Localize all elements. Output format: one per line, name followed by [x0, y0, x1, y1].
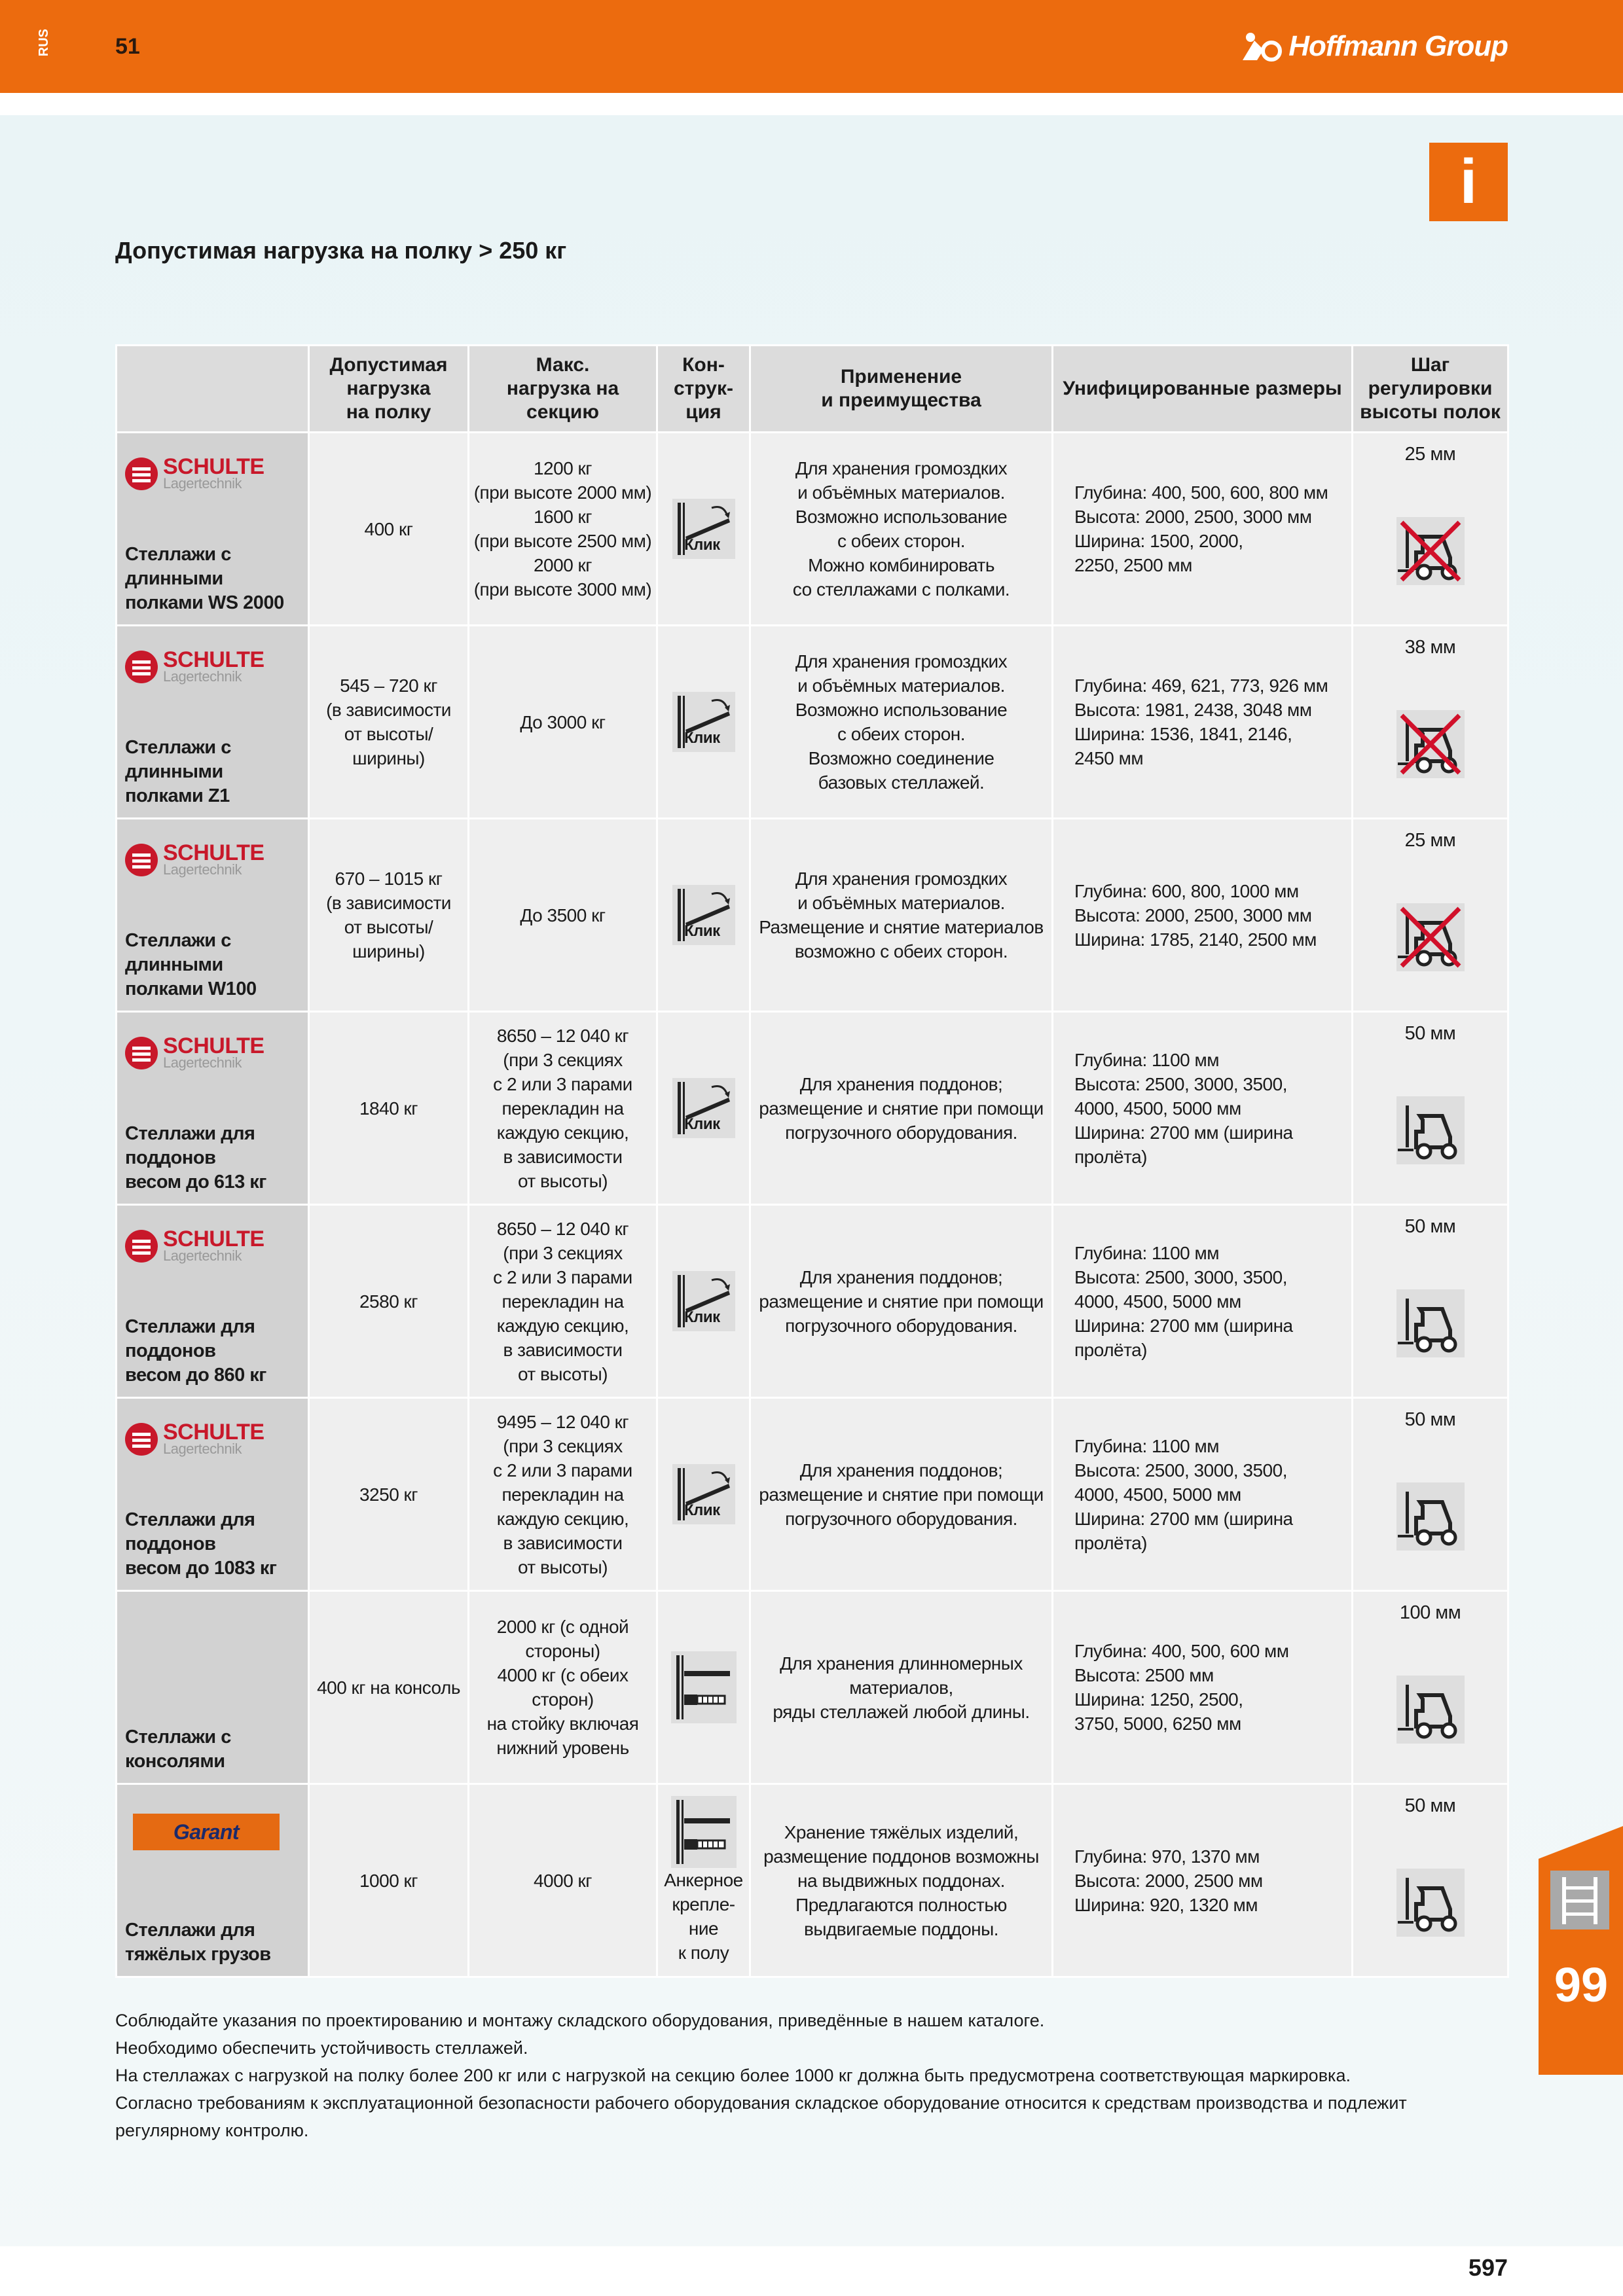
logo-text: SCHULTE	[163, 647, 264, 672]
product-name: Стеллажи для поддонов весом до 860 кг	[125, 1316, 266, 1386]
header-cell: Унифицированные размеры	[1053, 346, 1353, 433]
schulte-logo-icon	[125, 1423, 158, 1456]
schulte-logo	[125, 647, 264, 685]
shelf-load-cell: 2580 кг	[309, 1205, 469, 1398]
section-load-cell: 8650 – 12 040 кг (при 3 секциях с 2 или 3 парами перекладин на каждую секцию, в зависимости от высоты)	[469, 1205, 657, 1398]
application-cell: Для хранения громоздких и объёмных материалов. Возможно использование с обеих сторон. Возможно соединение базовых стеллажей.	[750, 626, 1053, 819]
section-load-cell: 2000 кг (с одной стороны) 4000 кг (с обеих сторон) на стойку включая нижний уровень	[469, 1591, 657, 1784]
table-row	[117, 1591, 1508, 1784]
notes	[115, 2007, 1510, 2144]
section-load-cell: 1200 кг (при высоте 2000 мм) 1600 кг (при высоте 2500 мм) 2000 кг (при высоте 3000 мм)	[469, 433, 657, 626]
dimensions-cell: Глубина: 400, 500, 600, 800 мм Высота: 2000, 2500, 3000 мм Ширина: 1500, 2000, 2250, 2500 мм	[1053, 433, 1353, 626]
product-name: Стеллажи для поддонов весом до 613 кг	[125, 1123, 266, 1193]
step-value: 100 мм	[1399, 1602, 1461, 1623]
construction-cell	[657, 433, 750, 626]
logo-text: SCHULTE	[163, 840, 264, 865]
construction-cell	[657, 1012, 750, 1205]
no-forklift-icon	[1396, 903, 1465, 971]
table-row	[117, 819, 1508, 1012]
product-name: Стеллажи с консолями	[125, 1727, 231, 1772]
dimensions-cell: Глубина: 1100 мм Высота: 2500, 3000, 3500, 4000, 4500, 5000 мм Ширина: 2700 мм (ширина пролёта)	[1053, 1398, 1353, 1591]
shelving-icon	[1550, 1871, 1609, 1929]
table-row	[117, 433, 1508, 626]
step-cell	[1353, 1398, 1508, 1591]
header-cell: Шаг регулировки высоты полок	[1353, 346, 1508, 433]
table-row	[117, 1012, 1508, 1205]
product-name: Стеллажи для поддонов весом до 1083 кг	[125, 1509, 277, 1579]
construction-label: Клик	[684, 1308, 720, 1326]
header-cell: Применение и преимущества	[750, 346, 1053, 433]
header-cell: Кон- струк- ция	[657, 346, 750, 433]
info-badge: i	[1429, 143, 1508, 221]
construction-label: Клик	[684, 1115, 720, 1133]
construction-cell	[657, 1591, 750, 1784]
logo-text: SCHULTE	[163, 1227, 264, 1251]
schulte-logo	[125, 454, 264, 492]
logo-subtext: Lagertechnik	[163, 1054, 242, 1071]
step-cell	[1353, 819, 1508, 1012]
logo-subtext: Lagertechnik	[163, 1247, 242, 1264]
product-cell	[117, 1784, 309, 1977]
dimensions-cell: Глубина: 400, 500, 600 мм Высота: 2500 мм Ширина: 1250, 2500, 3750, 5000, 6250 мм	[1053, 1591, 1353, 1784]
application-cell: Для хранения громоздких и объёмных материалов. Возможно использование с обеих сторон. Можно комбинировать со стеллажами с полками.	[750, 433, 1053, 626]
step-cell	[1353, 1784, 1508, 1977]
step-value: 38 мм	[1404, 637, 1456, 658]
header-cell: Допустимая нагрузка на полку	[309, 346, 469, 433]
footer-strip	[0, 2246, 1623, 2296]
shelf-load-cell: 400 кг	[309, 433, 469, 626]
product-cell	[117, 626, 309, 819]
table-row	[117, 626, 1508, 819]
schulte-logo-icon	[125, 1230, 158, 1263]
application-cell: Для хранения поддонов; размещение и снятие при помощи погрузочного оборудования.	[750, 1012, 1053, 1205]
section-load-cell: До 3500 кг	[469, 819, 657, 1012]
schulte-logo	[125, 1033, 264, 1071]
garant-logo: Garant	[133, 1814, 280, 1850]
product-cell	[117, 1012, 309, 1205]
no-forklift-icon	[1396, 517, 1465, 585]
schulte-logo-icon	[125, 651, 158, 683]
product-name: Стеллажи с длинными полками Z1	[125, 737, 231, 806]
forklift-icon	[1396, 1096, 1465, 1164]
section-load-cell: 9495 – 12 040 кг (при 3 секциях с 2 или 3 парами перекладин на каждую секцию, в зависимости от высоты)	[469, 1398, 657, 1591]
section-load-cell: 4000 кг	[469, 1784, 657, 1977]
product-cell	[117, 819, 309, 1012]
forklift-icon	[1396, 1869, 1465, 1937]
product-name: Стеллажи с длинными полками WS 2000	[125, 544, 284, 613]
product-cell	[117, 1205, 309, 1398]
construction-cell	[657, 819, 750, 1012]
note-line: Соблюдайте указания по проектированию и монтажу складского оборудования, приведённые в нашем каталоге.	[115, 2011, 1045, 2030]
construction-cell	[657, 626, 750, 819]
step-value: 25 мм	[1404, 444, 1456, 465]
construction-label: Клик	[684, 729, 720, 747]
shelf-load-cell: 400 кг на консоль	[309, 1591, 469, 1784]
step-cell	[1353, 433, 1508, 626]
header-divider	[0, 93, 1623, 115]
forklift-icon	[1396, 1482, 1465, 1551]
schulte-logo	[125, 1229, 264, 1263]
construction-cell	[657, 1205, 750, 1398]
schulte-logo-icon	[125, 844, 158, 876]
forklift-icon	[1396, 1676, 1465, 1744]
language-code: RUS	[37, 29, 51, 57]
product-name: Стеллажи с длинными полками W100	[125, 930, 257, 999]
logo-subtext: Lagertechnik	[163, 861, 242, 878]
dimensions-cell: Глубина: 1100 мм Высота: 2500, 3000, 3500, 4000, 4500, 5000 мм Ширина: 2700 мм (ширина пролёта)	[1053, 1012, 1353, 1205]
dimensions-cell: Глубина: 1100 мм Высота: 2500, 3000, 3500, 4000, 4500, 5000 мм Ширина: 2700 мм (ширина пролёта)	[1053, 1205, 1353, 1398]
product-name: Стеллажи для тяжёлых грузов	[125, 1920, 271, 1965]
application-cell: Для хранения длинномерных материалов, ряды стеллажей любой длины.	[750, 1591, 1053, 1784]
table-row	[117, 1205, 1508, 1398]
shelf-load-cell: 670 – 1015 кг (в зависимости от высоты/ ширины)	[309, 819, 469, 1012]
dimensions-cell: Глубина: 970, 1370 мм Высота: 2000, 2500 мм Ширина: 920, 1320 мм	[1053, 1784, 1353, 1977]
step-value: 50 мм	[1404, 1795, 1456, 1816]
brand-logo	[1241, 30, 1508, 63]
schulte-logo	[125, 1422, 264, 1456]
chapter-tab	[1539, 1826, 1623, 2075]
construction-label: Анкерное крепле- ние к полу	[664, 1870, 743, 1963]
chapter-number: 99	[1554, 1958, 1609, 2012]
brand-name: Hoffmann Group	[1288, 30, 1508, 62]
logo-subtext: Lagertechnik	[163, 668, 242, 685]
forklift-icon	[1396, 1289, 1465, 1357]
construction-label: Клик	[684, 1501, 720, 1519]
table-body	[117, 433, 1508, 1977]
shelving-table	[115, 344, 1509, 1978]
header-page-index: 51	[115, 34, 140, 59]
note-line: Согласно требованиям к эксплуатационной безопасности рабочего оборудования складское оборудование относится к средствам производства и подлежит регулярному контролю.	[115, 2093, 1407, 2140]
product-cell	[117, 1398, 309, 1591]
step-cell	[1353, 1205, 1508, 1398]
step-value: 50 мм	[1404, 1023, 1456, 1044]
construction-label: Клик	[684, 922, 720, 940]
header-cell	[117, 346, 309, 433]
step-value: 50 мм	[1404, 1409, 1456, 1430]
note-line: На стеллажах с нагрузкой на полку более 200 кг или с нагрузкой на секцию более 1000 кг должна быть предусмотрена соответствующая маркировка.	[115, 2066, 1351, 2085]
table-header-row	[117, 346, 1508, 433]
bolt-icon	[671, 1651, 737, 1723]
shelf-load-cell: 3250 кг	[309, 1398, 469, 1591]
application-cell: Для хранения поддонов; размещение и снятие при помощи погрузочного оборудования.	[750, 1398, 1053, 1591]
construction-cell	[657, 1398, 750, 1591]
construction-label: Клик	[684, 536, 720, 554]
step-cell	[1353, 1591, 1508, 1784]
schulte-logo	[125, 840, 264, 878]
logo-subtext: Lagertechnik	[163, 475, 242, 492]
schulte-logo-icon	[125, 1037, 158, 1069]
application-cell: Для хранения поддонов; размещение и снятие при помощи погрузочного оборудования.	[750, 1205, 1053, 1398]
note-line: Необходимо обеспечить устойчивость стеллажей.	[115, 2038, 528, 2058]
logo-text: SCHULTE	[163, 454, 264, 479]
section-title: Допустимая нагрузка на полку > 250 кг	[115, 237, 567, 264]
page-number: 597	[1468, 2254, 1508, 2281]
product-cell	[117, 1591, 309, 1784]
table-row	[117, 1784, 1508, 1977]
table-row	[117, 1398, 1508, 1591]
schulte-logo-icon	[125, 457, 158, 490]
step-value: 25 мм	[1404, 830, 1456, 851]
header-cell: Макс. нагрузка на секцию	[469, 346, 657, 433]
product-cell	[117, 433, 309, 626]
dimensions-cell: Глубина: 469, 621, 773, 926 мм Высота: 1981, 2438, 3048 мм Ширина: 1536, 1841, 2146, 2450 мм	[1053, 626, 1353, 819]
header-bar	[0, 0, 1623, 93]
shelf-load-cell: 545 – 720 кг (в зависимости от высоты/ ширины)	[309, 626, 469, 819]
construction-cell	[657, 1784, 750, 1977]
shelf-load-cell: 1000 кг	[309, 1784, 469, 1977]
application-cell: Хранение тяжёлых изделий, размещение поддонов возможны на выдвижных поддонах. Предлагаются полностью выдвигаемые поддоны.	[750, 1784, 1053, 1977]
shelf-load-cell: 1840 кг	[309, 1012, 469, 1205]
logo-text: SCHULTE	[163, 1033, 264, 1058]
section-load-cell: До 3000 кг	[469, 626, 657, 819]
dimensions-cell: Глубина: 600, 800, 1000 мм Высота: 2000, 2500, 3000 мм Ширина: 1785, 2140, 2500 мм	[1053, 819, 1353, 1012]
step-value: 50 мм	[1404, 1216, 1456, 1237]
logo-text: SCHULTE	[163, 1420, 264, 1444]
application-cell: Для хранения громоздких и объёмных материалов. Размещение и снятие материалов возможно с обеих сторон.	[750, 819, 1053, 1012]
no-forklift-icon	[1396, 710, 1465, 778]
step-cell	[1353, 626, 1508, 819]
logo-subtext: Lagertechnik	[163, 1441, 242, 1457]
section-load-cell: 8650 – 12 040 кг (при 3 секциях с 2 или 3 парами перекладин на каждую секцию, в зависимости от высоты)	[469, 1012, 657, 1205]
step-cell	[1353, 1012, 1508, 1205]
anchor-icon	[671, 1796, 737, 1868]
hoffmann-logo-icon	[1241, 31, 1283, 62]
